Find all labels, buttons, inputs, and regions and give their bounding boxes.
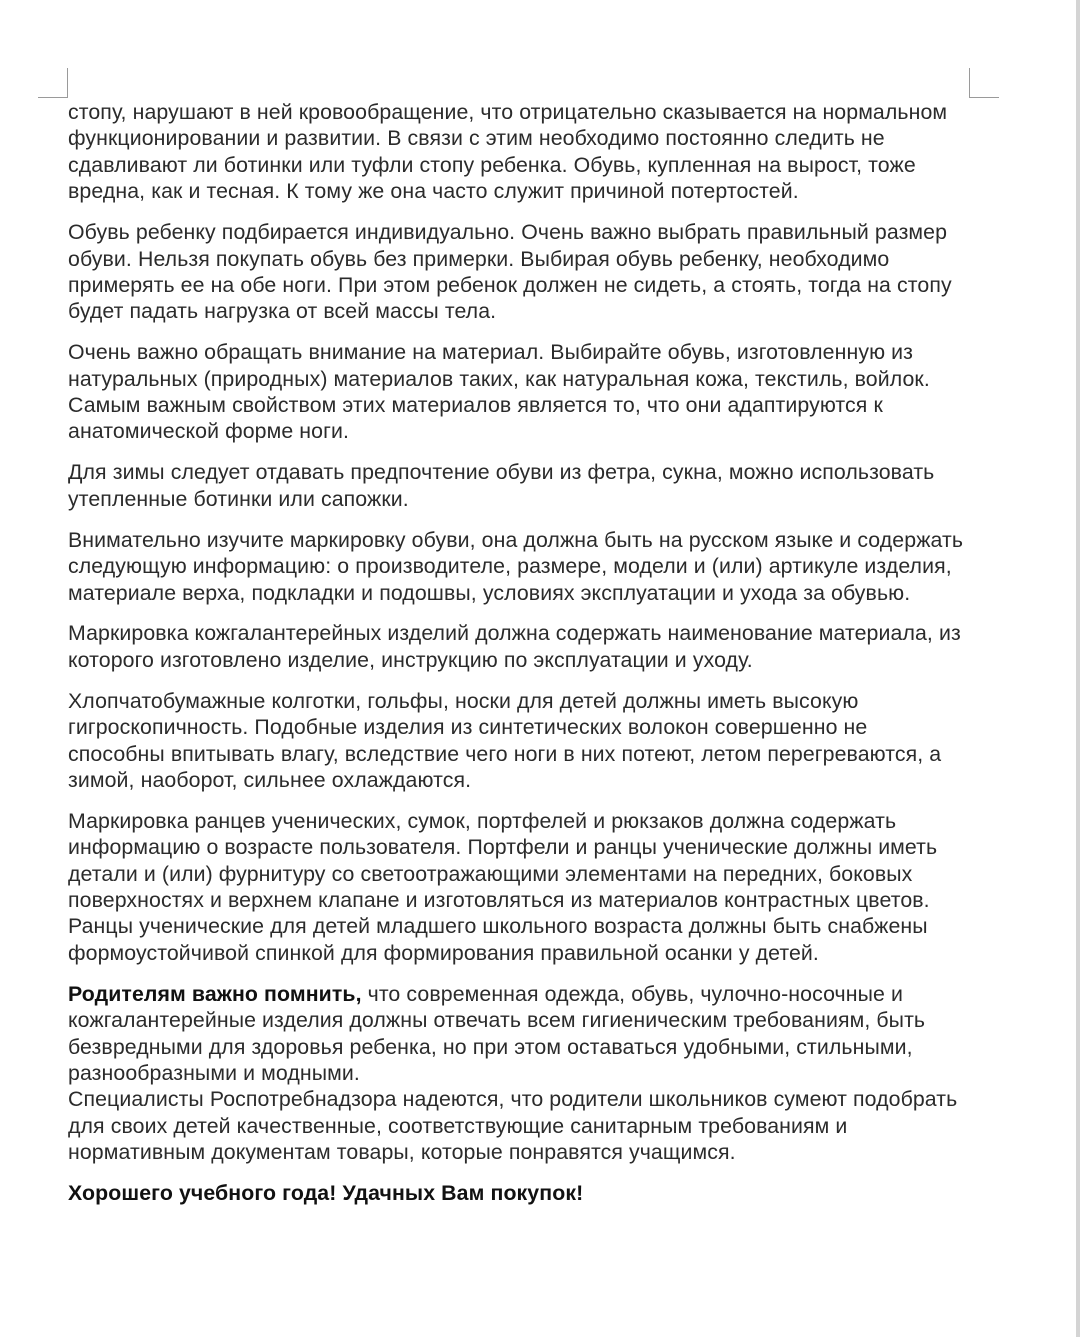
paragraph: Маркировка ранцев ученических, сумок, портфелей и рюкзаков должна содержать информацию о возрасте пользователя. Портфели и ранцы ученические должны иметь детали и (или) фурнитуру со светоотражающими элементами на передних, боковых поверхностях и верхнем клапане и изготовляться из материалов контрастных цветов. Ранцы ученические для детей младшего школьного возраста должны быть снабжены формоустойчивой спинкой для формирования правильной осанки у детей. xyxy=(68,808,938,965)
document-body xyxy=(68,99,968,1221)
parents-emphasis: Родителям важно помнить, xyxy=(68,981,362,1006)
page-edge-shadow xyxy=(1076,0,1080,1337)
closing-line: Хорошего учебного года! Удачных Вам покупок! xyxy=(68,1181,584,1206)
paragraph: Для зимы следует отдавать предпочтение обуви из фетра, сукна, можно использовать утепленные ботинки или сапожки. xyxy=(68,460,935,511)
parents-paragraph xyxy=(68,981,968,1087)
paragraph: Внимательно изучите маркировку обуви, она должна быть на русском языке и содержать следующую информацию: о производителе, размере, модели и (или) артикуле изделия, материале верха, подкладки и подошвы, условиях эксплуатации и ухода за обувью. xyxy=(68,527,964,605)
parents-text: что современная одежда, обувь, чулочно-носочные и кожгалантерейные изделия должны отвечать всем гигиеническим требованиям, быть безвредными для здоровья ребенка, но при этом оставаться удобными, стильными, разнообразными и модными. xyxy=(68,981,926,1085)
margin-mark-top-right xyxy=(969,68,970,98)
paragraph: стопу, нарушают в ней кровообращение, что отрицательно сказывается на нормальном функционировании и развитии. В связи с этим необходимо постоянно следить не сдавливают ли ботинки или туфли стопу ребенка. Обувь, купленная на вырост, тоже вредна, как и тесная. К тому же она часто служит причиной потертостей. xyxy=(68,100,948,204)
specialists-paragraph: Специалисты Роспотребнадзора надеются, что родители школьников сумеют подобрать для своих детей качественные, соответствующие санитарным требованиям и нормативным документам товары, которые понравятся учащимся. xyxy=(68,1087,958,1165)
paragraph: Маркировка кожгалантерейных изделий должна содержать наименование материала, из которого изготовлено изделие, инструкцию по эксплуатации и уходу. xyxy=(68,621,961,672)
margin-mark-top-left xyxy=(67,68,68,98)
paragraph: Очень важно обращать внимание на материал. Выбирайте обувь, изготовленную из натуральных (природных) материалов таких, как натуральная кожа, текстиль, войлок. Самым важным свойством этих материалов является то, что они адаптируются к анатомической форме ноги. xyxy=(68,340,930,444)
paragraph: Обувь ребенку подбирается индивидуально. Очень важно выбрать правильный размер обуви. Нельзя покупать обувь без примерки. Выбирая обувь ребенку, необходимо примерять ее на обе ноги. При этом ребенок должен не сидеть, а стоять, тогда на стопу будет падать нагрузка от всей массы тела. xyxy=(68,220,952,324)
paragraph: Хлопчатобумажные колготки, гольфы, носки для детей должны иметь высокую гигроскопичность. Подобные изделия из синтетических волокон совершенно не способны впитывать влагу, вследствие чего ноги в них потеют, летом перегреваются, а зимой, наоборот, сильнее охлаждаются. xyxy=(68,688,942,792)
margin-mark-top-right xyxy=(969,97,999,98)
margin-mark-top-left xyxy=(38,97,68,98)
